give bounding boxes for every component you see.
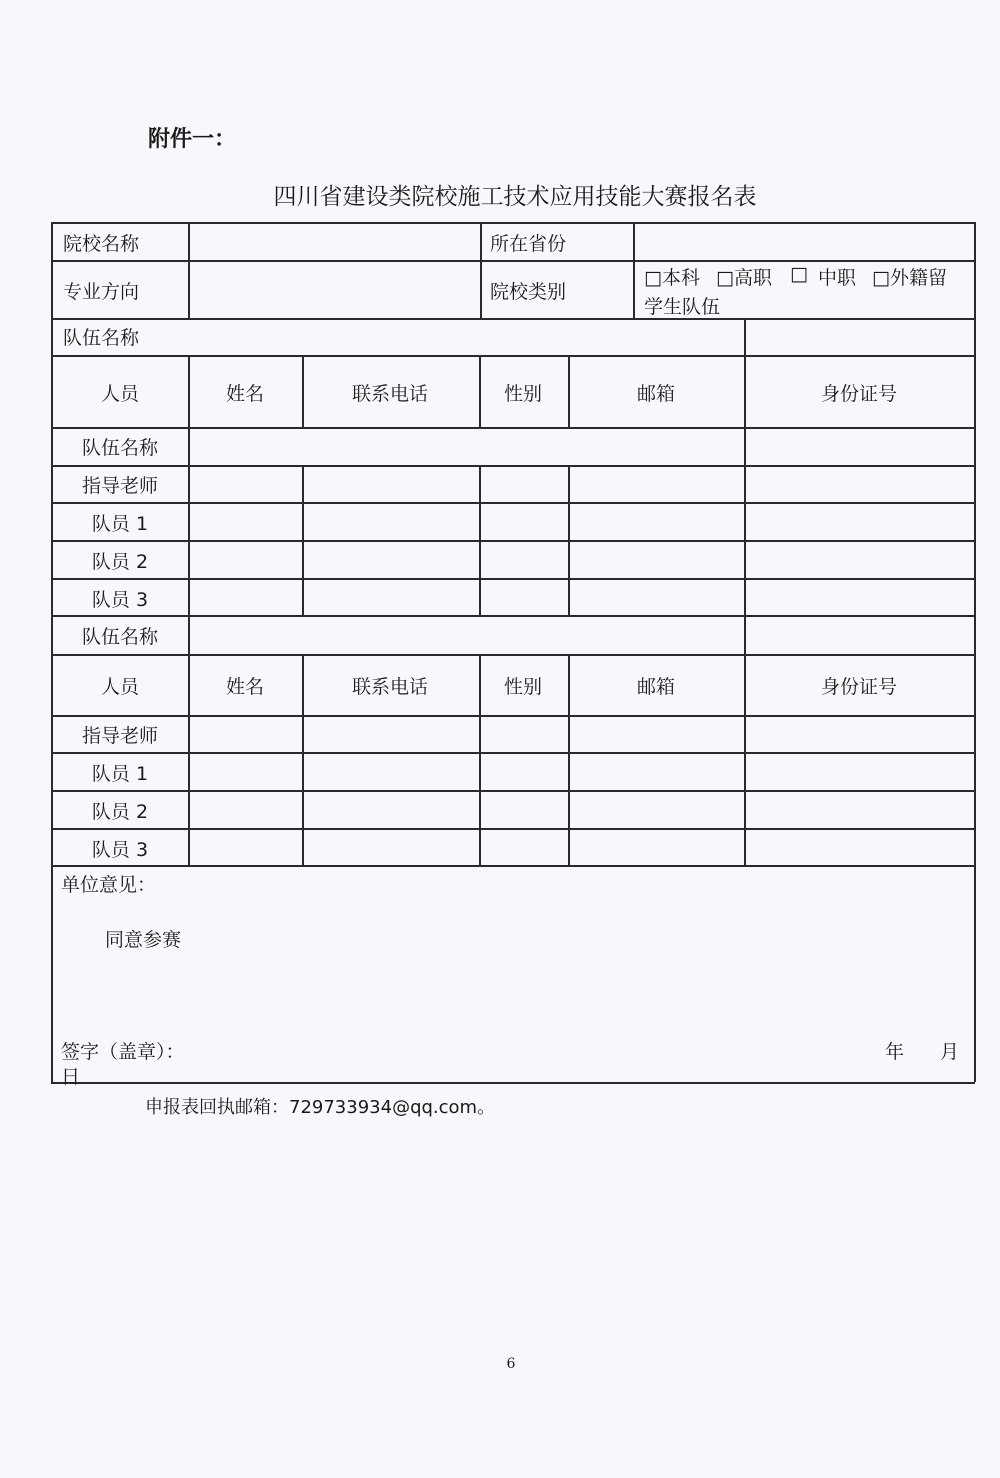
column-header: 身份证号 (820, 383, 898, 405)
team1-row-label: 指导老师 (81, 475, 159, 497)
table-hline (51, 502, 975, 504)
school-type-option-cont: 学生队伍 (644, 296, 721, 318)
table-hline (51, 715, 975, 717)
table-hline (51, 615, 975, 617)
table-vline (568, 654, 570, 865)
footer-email: 申报表回执邮箱：729733934@qq.com。 (145, 1097, 496, 1118)
table-hline (51, 427, 975, 429)
day-label: 日 (61, 1066, 81, 1088)
column-header: 联系电话 (351, 383, 429, 405)
table-hline (51, 654, 975, 656)
column-header: 邮箱 (636, 676, 676, 698)
school-type-option: 中职 (818, 267, 857, 289)
column-header: 身份证号 (820, 676, 898, 698)
team2-row-label: 队员 2 (91, 801, 149, 823)
table-vline (302, 465, 304, 615)
opinion-text: 同意参赛 (105, 929, 182, 951)
table-vline (974, 222, 976, 1082)
team1-name-label: 队伍名称 (81, 437, 159, 459)
table-hline (51, 790, 975, 792)
table-hline (51, 465, 975, 467)
table-vline (744, 654, 746, 865)
table-hline (51, 752, 975, 754)
table-vline (188, 654, 190, 865)
table-vline (744, 427, 746, 465)
table-vline (744, 615, 746, 654)
table-hline (51, 222, 975, 224)
label-school-name: 院校名称 (63, 233, 140, 255)
school-type-option: □外籍留 (872, 267, 947, 289)
team1-row-label: 队员 1 (91, 513, 149, 535)
team2-row-label: 队员 3 (91, 839, 149, 861)
table-hline (51, 540, 975, 542)
table-vline (188, 427, 190, 465)
table-vline (302, 654, 304, 865)
table-hline (51, 828, 975, 830)
column-header: 人员 (100, 676, 140, 698)
team1-row-label: 队员 2 (91, 551, 149, 573)
table-vline (188, 222, 190, 318)
page-number: 6 (506, 1356, 516, 1372)
column-header: 性别 (503, 383, 543, 405)
opinion-label: 单位意见： (61, 874, 157, 896)
table-hline (51, 865, 975, 867)
column-header: 姓名 (225, 383, 265, 405)
school-type-option: □高职 (716, 267, 772, 289)
column-header: 姓名 (225, 676, 265, 698)
table-hline (51, 1082, 975, 1084)
table-vline (744, 318, 746, 355)
table-vline (480, 222, 482, 318)
label-province: 所在省份 (490, 233, 567, 255)
month-label: 月 (940, 1041, 960, 1063)
table-vline (568, 355, 570, 427)
table-hline (51, 578, 975, 580)
table-vline (633, 222, 635, 318)
year-label: 年 (885, 1041, 905, 1063)
table-vline (744, 355, 746, 427)
table-vline (744, 465, 746, 615)
table-vline (51, 222, 53, 1082)
label-major: 专业方向 (63, 281, 140, 303)
table-hline (51, 355, 975, 357)
school-type-option: □ (790, 263, 808, 285)
column-header: 人员 (100, 383, 140, 405)
table-vline (188, 615, 190, 654)
form-title: 四川省建设类院校施工技术应用技能大赛报名表 (273, 184, 757, 210)
label-team-name: 队伍名称 (63, 327, 140, 349)
column-header: 联系电话 (351, 676, 429, 698)
team2-row-label: 指导老师 (81, 725, 159, 747)
signature-label: 签字（盖章）： (61, 1041, 185, 1063)
attachment-label: 附件一： (148, 127, 237, 152)
table-vline (188, 465, 190, 615)
label-school-type: 院校类别 (490, 281, 567, 303)
table-hline (51, 260, 975, 262)
team2-name-label: 队伍名称 (81, 626, 159, 648)
table-vline (188, 355, 190, 427)
school-type-option: □本科 (644, 267, 700, 289)
table-hline (51, 318, 975, 320)
team2-row-label: 队员 1 (91, 763, 149, 785)
table-vline (479, 465, 481, 615)
team1-row-label: 队员 3 (91, 589, 149, 611)
table-vline (479, 355, 481, 427)
column-header: 性别 (503, 676, 543, 698)
table-vline (568, 465, 570, 615)
column-header: 邮箱 (636, 383, 676, 405)
table-vline (302, 355, 304, 427)
table-vline (479, 654, 481, 865)
